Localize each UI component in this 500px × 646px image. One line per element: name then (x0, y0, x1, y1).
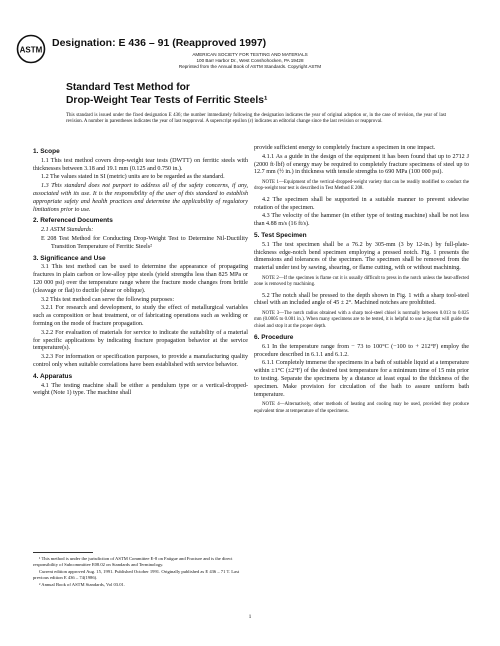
section-heading: 1. Scope (33, 148, 60, 155)
document-title (66, 82, 267, 107)
society-line: Reprinted from the Annual Book of ASTM Standards. Copyright ASTM (178, 64, 322, 69)
paragraph: 1.1 This test method covers drop-weight tear tests (DWTT) on ferritic steels with thicknesses between 3.18 and 19.1 mm (0.125 and 0.750 in.). (33, 157, 248, 172)
reference-item: E 208 Test Method for Conducting Drop-Weight Test to Determine Nil-Ductility Transition Temperature of Ferritic Steels² (41, 235, 248, 250)
paragraph: provide sufficient energy to completely fracture a specimen in one impact. (254, 145, 436, 151)
note: NOTE 2—If the specimen is flame cut it is usually difficult to press in the notch unless the heat-affected zone is removed by machining. (254, 275, 469, 288)
section-heading: 6. Procedure (254, 334, 294, 342)
footnotes (33, 552, 248, 589)
paragraph: 5.2 The notch shall be pressed to the depth shown in Fig. 1 with a sharp tool-steel chisel with an included angle of 45 ± 2°. Machined notches are prohibited. (254, 292, 469, 307)
paragraph: 3.2.3 For information or specification purposes, to provide a manufacturing quality control only when suitable correlations have been established with service behavior. (33, 354, 248, 368)
paragraph: 3.2 This test method can serve the following purposes: (41, 296, 175, 303)
paragraph: 3.2.2 For evaluation of materials for service to indicate the suitability of a material for specific applications by indicating fracture propagation behavior at the service temperature(s). (33, 329, 248, 352)
paragraph: 4.1.1 As a guide in the design of the equipment it has been found that up to 2712 J (2000 ft·lbf) of energy may be required to completely fracture specimens of steel up to 12.7 mm (½ in.) in thickness with tensile strengths to 690 MPa (100 000 psi). (254, 153, 469, 176)
paragraph: 1.2 The values stated in SI (metric) units are to be regarded as the standard. (41, 174, 225, 181)
paragraph: 5.1 The test specimen shall be a 76.2 by 305-mm (3 by 12-in.) by full-plate-thickness edge-notch bend specimen employing a pressed notch. Fig. 1 presents the dimensions and tolerances of the specimen. The specimen shall be removed from the material under test by sawing, shearing, or flame cutting, with or without machining. (254, 241, 469, 272)
page-number: 1 (248, 614, 252, 620)
footnote: Current edition approved Aug. 15, 1991. Published October 1991. Originally published as E 436 – 71 T. Last previous edition E 436 – 74(1986). (33, 568, 240, 580)
paragraph: 6.1 In the temperature range from − 73 to 100°C (−100 to + 212°F) employ the procedure described in 6.1.1 and 6.1.2. (254, 343, 469, 358)
right-column (254, 145, 469, 419)
society-line: AMERICAN SOCIETY FOR TESTING AND MATERIALS (192, 52, 308, 57)
title-line: Standard Test Method for (66, 82, 190, 93)
footnote: ² Annual Book of ASTM Standards, Vol 03.01. (39, 581, 125, 587)
note: NOTE 3—The notch radius obtained with a sharp tool-steel chisel is normally between 0.013 to 0.025 mm (0.0005 to 0.001 in.). When many specimens are to be tested, it is helpful to use a jig that will guide the chisel and stop it at the proper depth. (254, 311, 469, 329)
svg-text:ASTM: ASTM (19, 45, 43, 55)
subheading: 2.1 ASTM Standards: (41, 227, 94, 234)
paragraph: 4.2 The specimen shall be supported in a suitable manner to prevent sidewise rotation of the specimen. (254, 196, 469, 211)
paragraph (33, 227, 248, 235)
section-heading: 2. Referenced Documents (33, 217, 113, 225)
left-column (33, 145, 248, 399)
paragraph: 3.1 This test method can be used to determine the appearance of propagating fractures in plain carbon or low-alloy pipe steels (yield strengths less than 825 MPa or 120 000 psi) over the temperature range where the fracture mode changes from brittle (cleavage or flat) to ductile (shear or oblique). (33, 264, 248, 294)
section-heading: 3. Significance and Use (33, 254, 106, 262)
section-heading: 4. Apparatus (33, 372, 73, 380)
note: NOTE 4—Alternatively, other methods of heating and cooling may be used, provided they produce equivalent time at temperature of the specimens. (254, 402, 469, 414)
paragraph: 6.1.1 Completely immerse the specimens in a bath of suitable liquid at a temperature within ±1°C (±2°F) of the desired test temperature for a minimum time of 15 min prior to testing. Separate the specimens by a distance at least equal to the thickness of the specimen. Make provision for circulation of the bath to assure uniform bath temperature. (254, 360, 469, 398)
society-line: 100 Barr Harbor Dr., West Conshohocken, PA 19428 (196, 58, 304, 63)
title-line: Drop-Weight Tear Tests of Ferritic Steels¹ (66, 94, 268, 106)
safety-text: 1.3 This standard does not purport to address all of the safety concerns, if any, associated with its use. It is the responsibility of the user of this standard to establish appropriate safety and health practices and determine the applicability of regulatory limitations prior to use. (33, 183, 248, 213)
issuance-note: This standard is issued under the fixed designation E 436; the number immediately following the designation indicates the year of original adoption or, in the case of revision, the year of last revision. A number in parentheses indicates the year of last reapproval. A superscript epsilon (ε) indicates an editorial change since the last revision or reapproval. (66, 113, 446, 125)
paragraph: 3.2.1 For research and development, to study the effect of metallurgical variables such as composition or heat treatment, or of fabricating operations such as welding or forming on the mode of fracture propagation. (33, 305, 248, 327)
footnote-rule (33, 552, 93, 553)
section-heading: 5. Test Specimen (254, 231, 307, 239)
paragraph: 4.1 The testing machine shall be either a pendulum type or a vertical-dropped-weight (Note 1) type. The machine shall (33, 382, 248, 397)
paragraph (33, 183, 248, 214)
society-header (0, 52, 500, 70)
designation: Designation: E 436 – 91 (Reapproved 1997) (52, 37, 267, 49)
note: NOTE 1—Equipment of the vertical-dropped-weight variety that can be readily modified to conduct the drop-weight tear test is described in Test Method E 208. (254, 180, 469, 192)
paragraph: 4.3 The velocity of the hammer (in either type of testing machine) shall be not less than 4.88 m/s (16 ft/s). (254, 213, 469, 228)
footnote: ¹ This method is under the jurisdiction of ASTM Committee E-8 on Fatigue and Fracture and is the direct responsibility of Subcommittee E08.02 on Standards and Terminology. (33, 556, 233, 567)
